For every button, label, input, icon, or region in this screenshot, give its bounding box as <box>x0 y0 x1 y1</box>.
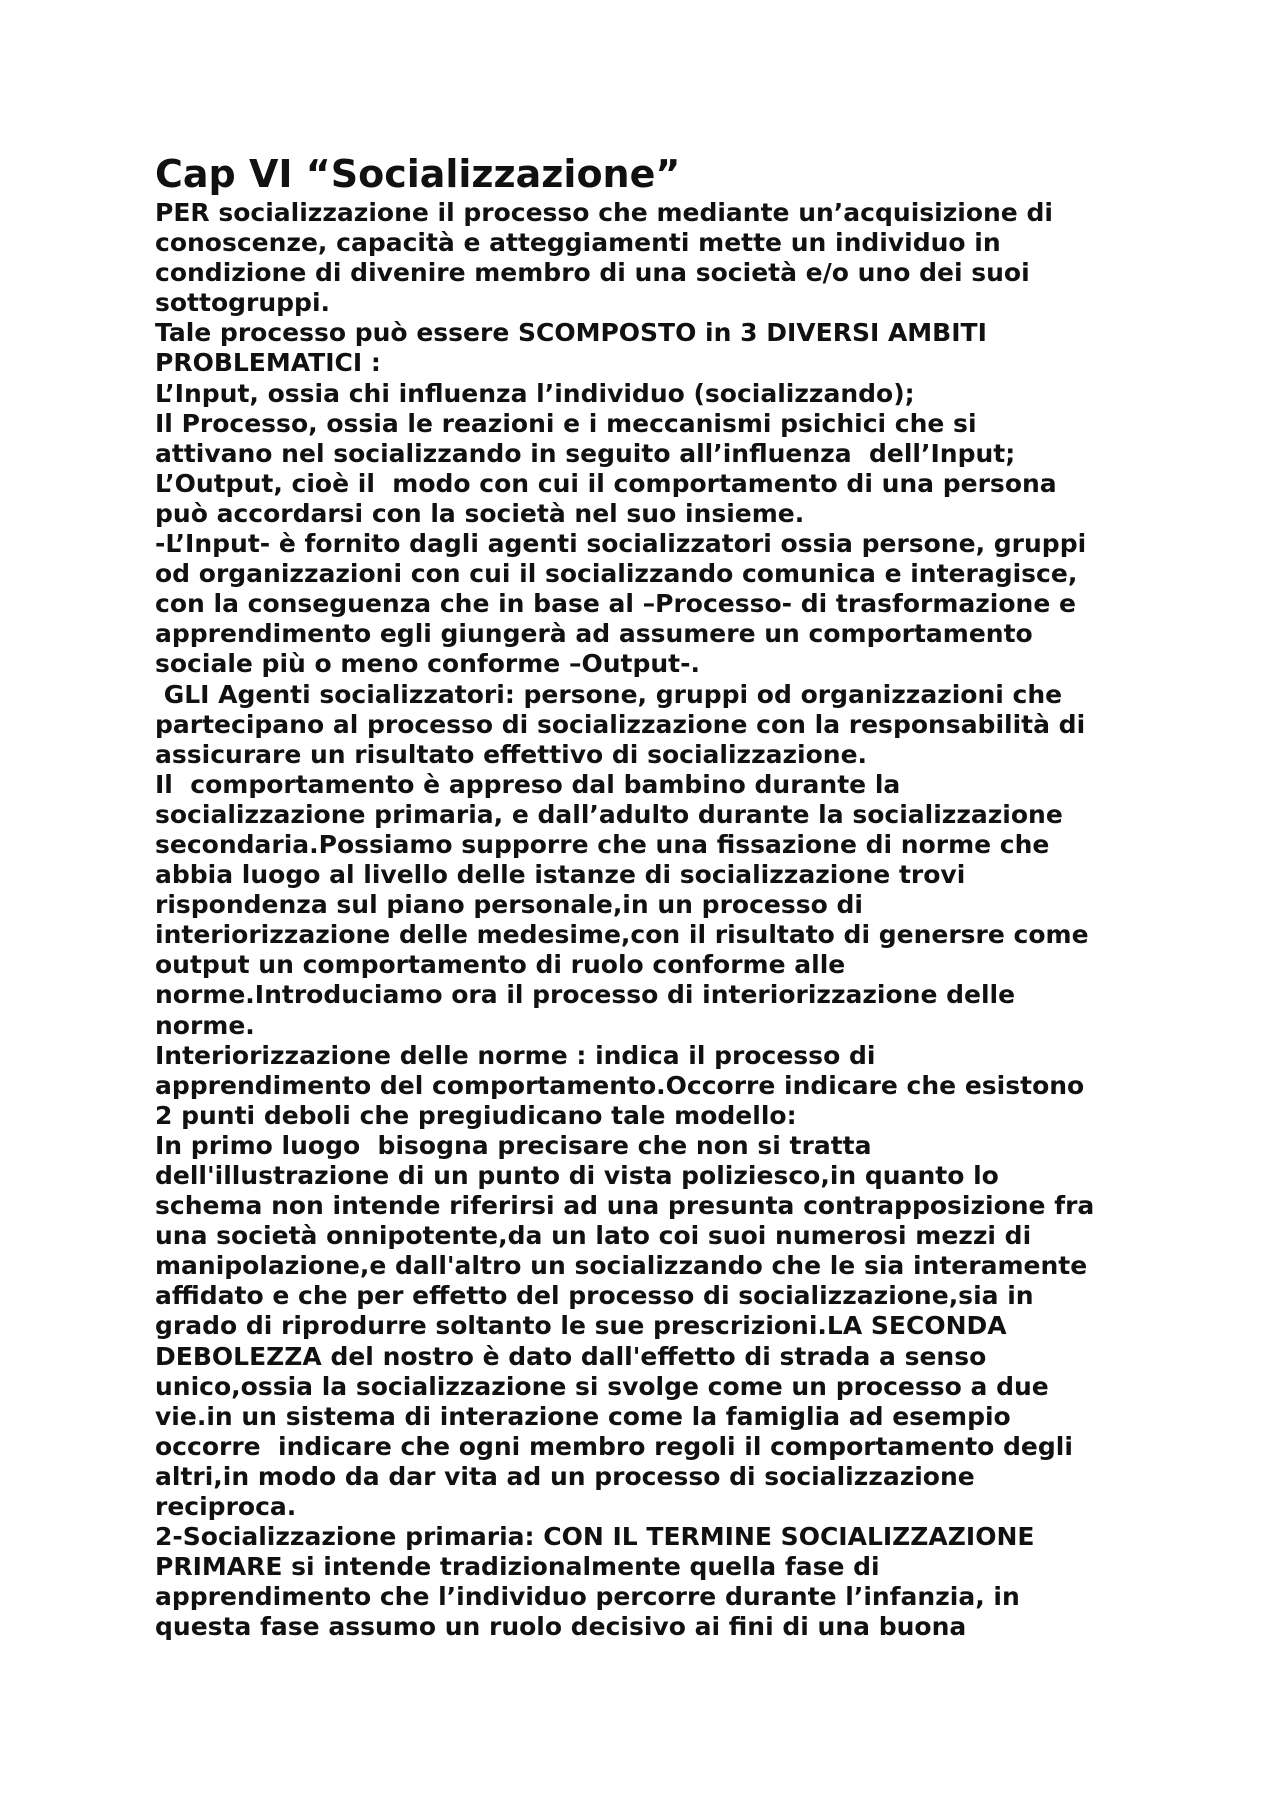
text-line: affidato e che per effetto del processo di socializzazione,sia in <box>155 1281 1034 1311</box>
text-line: schema non intende riferirsi ad una presunta contrapposizione fra <box>155 1191 1095 1221</box>
text-line: manipolazione,e dall'altro un socializzando che le sia interamente <box>155 1251 1088 1281</box>
text-line: L’Input, ossia chi influenza l’individuo (socializzando); <box>155 378 915 408</box>
text-line: sottogruppi. <box>155 288 331 318</box>
text-line: output un comportamento di ruolo conforme alle <box>155 950 846 980</box>
document-body <box>155 150 1155 1643</box>
text-line: Tale processo può essere SCOMPOSTO in 3 DIVERSI AMBITI <box>155 318 987 348</box>
text-line: Il comportamento è appreso dal bambino durante la <box>155 769 901 799</box>
text-line: secondaria.Possiamo supporre che una fissazione di norme che <box>155 829 1050 859</box>
text-line: PER socializzazione il processo che mediante un’acquisizione di <box>155 198 1053 227</box>
text-line: dell'illustrazione di un punto di vista poliziesco,in quanto lo <box>155 1161 999 1190</box>
text-line: Il Processo, ossia le reazioni e i meccanismi psichici che si <box>155 408 977 438</box>
text-line: può accordarsi con la società nel suo insieme. <box>155 498 805 528</box>
text-line: interiorizzazione delle medesime,con il risultato di genersre come <box>155 920 1089 950</box>
text-line: assicurare un risultato effettivo di socializzazione. <box>155 739 868 769</box>
text-line: sociale più o meno conforme –Output-. <box>155 649 700 679</box>
text-line: conoscenze, capacità e atteggiamenti mette un individuo in <box>155 228 1001 258</box>
text-line: altri,in modo da dar vita ad un processo di socializzazione <box>155 1461 975 1491</box>
text-line: condizione di divenire membro di una società e/o uno dei suoi <box>155 258 1030 288</box>
text-line: con la conseguenza che in base al –Processo- di trasformazione e <box>155 589 1076 619</box>
text-line: GLI Agenti socializzatori: persone, gruppi od organizzazioni che <box>155 679 1063 709</box>
text-line: norme. <box>155 1010 255 1040</box>
text-line: una società onnipotente,da un lato coi suoi numerosi mezzi di <box>155 1221 1032 1251</box>
text-line: -L’Input- è fornito dagli agenti socializzatori ossia persone, gruppi <box>155 529 1087 559</box>
text-line: In primo luogo bisogna precisare che non si tratta <box>155 1130 872 1160</box>
text-line: questa fase assumo un ruolo decisivo ai fini di una buona <box>155 1612 967 1642</box>
text-line: unico,ossia la socializzazione si svolge come un processo a due <box>155 1371 1049 1401</box>
page-title: Cap VI “Socializzazione” <box>155 152 681 196</box>
text-line: apprendimento egli giungerà ad assumere un comportamento <box>155 619 1033 649</box>
text-line: attivano nel socializzando in seguito all’influenza dell’Input; <box>155 438 1016 468</box>
text-line: L’Output, cioè il modo con cui il comportamento di una persona <box>155 468 1057 498</box>
text-line: reciproca. <box>155 1492 297 1522</box>
text-line: apprendimento del comportamento.Occorre indicare che esistono <box>155 1070 1085 1100</box>
text-line: rispondenza sul piano personale,in un processo di <box>155 890 863 920</box>
text-line: 2 punti deboli che pregiudicano tale modello: <box>155 1100 797 1130</box>
text-line: occorre indicare che ogni membro regoli il comportamento degli <box>155 1431 1073 1461</box>
text-line: DEBOLEZZA del nostro è dato dall'effetto di strada a senso <box>155 1341 987 1371</box>
text-line: partecipano al processo di socializzazione con la responsabilità di <box>155 709 1086 739</box>
text-line: socializzazione primaria, e dall’adulto durante la socializzazione <box>155 799 1063 829</box>
text-line: Interiorizzazione delle norme : indica il processo di <box>155 1040 876 1070</box>
text-line: 2-Socializzazione primaria: CON IL TERMINE SOCIALIZZAZIONE <box>155 1522 1035 1552</box>
text-line: grado di riprodurre soltanto le sue prescrizioni.LA SECONDA <box>155 1311 1007 1341</box>
text-line: abbia luogo al livello delle istanze di socializzazione trovi <box>155 860 966 890</box>
text-line: PRIMARE si intende tradizionalmente quella fase di <box>155 1552 880 1582</box>
text-line: norme.Introduciamo ora il processo di interiorizzazione delle <box>155 980 1016 1010</box>
text-line: od organizzazioni con cui il socializzando comunica e interagisce, <box>155 559 1078 589</box>
text-line: vie.in un sistema di interazione come la famiglia ad esempio <box>155 1401 1011 1431</box>
text-line: PROBLEMATICI : <box>155 348 381 378</box>
text-block <box>155 198 1155 1643</box>
text-line: apprendimento che l’individuo percorre durante l’infanzia, in <box>155 1582 1020 1612</box>
